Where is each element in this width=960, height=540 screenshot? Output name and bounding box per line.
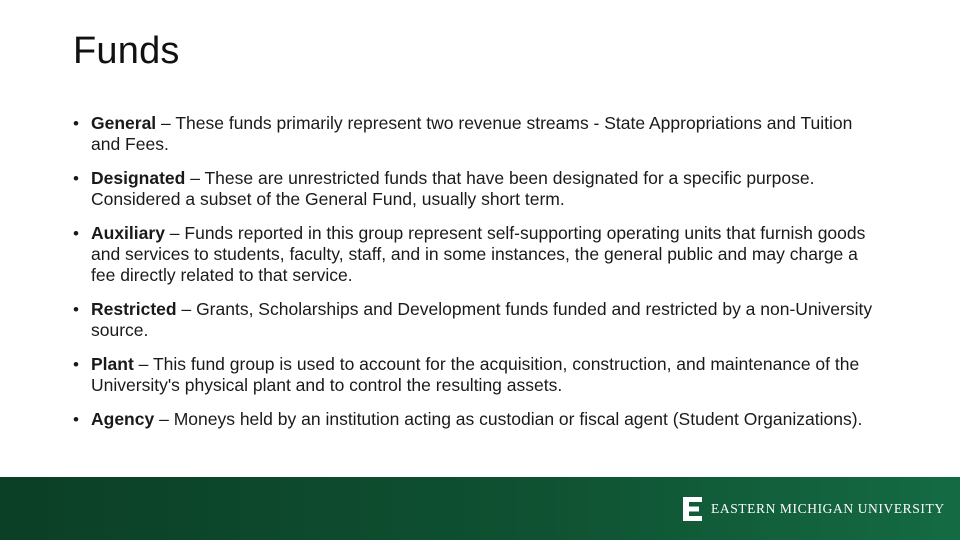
bullet-separator: – <box>133 354 153 374</box>
bullet-term: Agency <box>91 409 155 429</box>
bullet-term: Designated <box>91 168 186 188</box>
university-name: EASTERN MICHIGAN UNIVERSITY <box>711 501 945 516</box>
fund-bullet-list <box>73 113 883 443</box>
bullet-dot-icon: • <box>73 355 79 374</box>
bullet-text: These are unrestricted funds that have been designated for a specific purpose. Considered a subset of the General Fund, usually short term. <box>91 168 815 209</box>
bullet-term: Plant <box>91 354 134 374</box>
bullet-text: Moneys held by an institution acting as custodian or fiscal agent (Student Organizations). <box>173 409 863 429</box>
bullet-term: Restricted <box>91 299 177 319</box>
bullet-separator: – <box>185 168 205 188</box>
bullet-dot-icon: • <box>73 169 79 188</box>
bullet-restricted <box>73 299 883 341</box>
bullet-general <box>73 113 883 155</box>
bullet-term: Auxiliary <box>91 223 165 243</box>
bullet-text: These funds primarily represent two revenue streams - State Appropriations and Tuition and Fees. <box>91 113 853 154</box>
bullet-designated <box>73 168 883 210</box>
bullet-plant <box>73 354 883 396</box>
bullet-text: Grants, Scholarships and Development funds funded and restricted by a non-University source. <box>91 299 873 340</box>
bullet-agency <box>73 409 883 430</box>
university-logo <box>683 497 945 521</box>
bullet-dot-icon: • <box>73 300 79 319</box>
bullet-separator: – <box>164 223 185 243</box>
bullet-separator: – <box>176 299 197 319</box>
e-block-logo-icon <box>683 497 702 521</box>
slide-title: Funds <box>73 30 180 72</box>
bullet-separator: – <box>156 113 176 133</box>
bullet-separator: – <box>154 409 174 429</box>
bullet-text: Funds reported in this group represent self-supporting operating units that furnish goods and services to students, faculty, staff, and in some instances, the general public and may charge a fee directly related to that service. <box>91 223 866 285</box>
bullet-dot-icon: • <box>73 410 79 429</box>
bullet-dot-icon: • <box>73 224 79 243</box>
bullet-term: General <box>91 113 157 133</box>
bullet-text: This fund group is used to account for the acquisition, construction, and maintenance of the University's physical plant and to control the resulting assets. <box>91 354 860 395</box>
bullet-auxiliary <box>73 223 883 286</box>
bullet-dot-icon: • <box>73 114 79 133</box>
